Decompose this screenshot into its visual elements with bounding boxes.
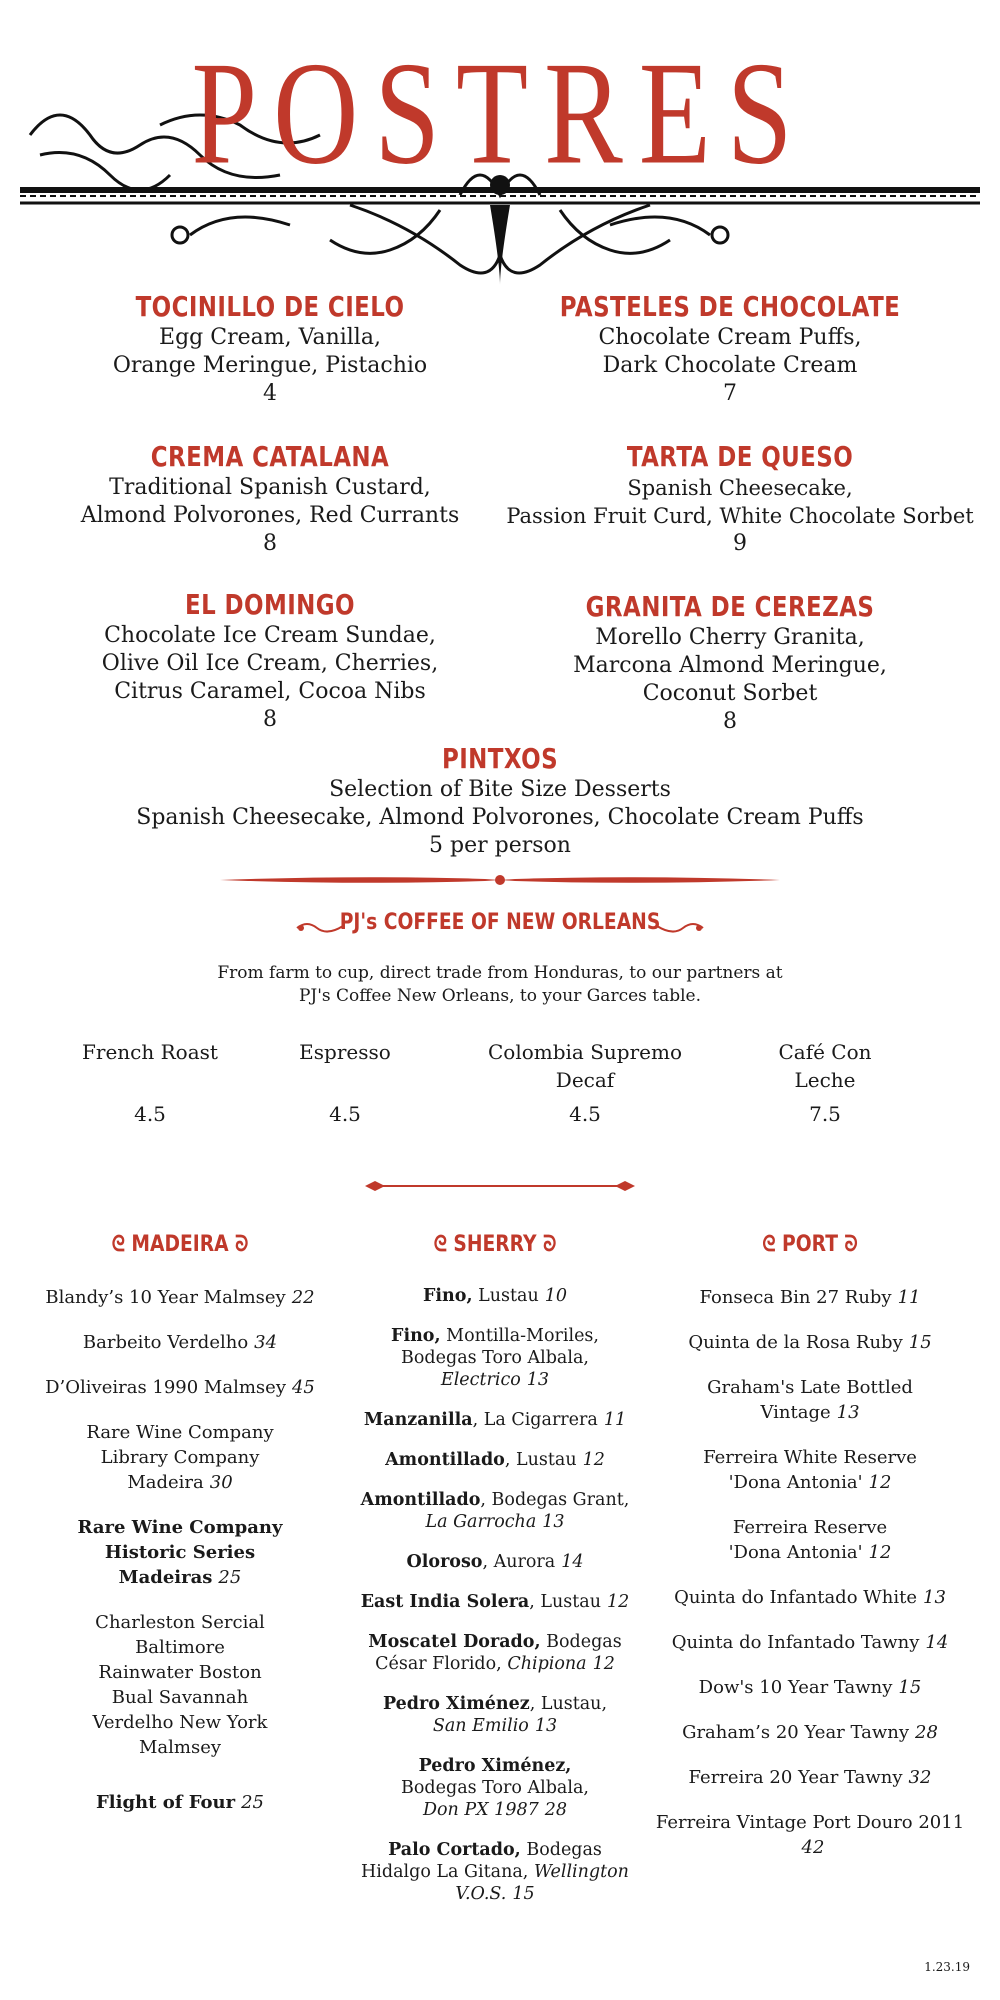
list-item: Fonseca Bin 27 Ruby 11 (699, 1287, 921, 1308)
list-item: Fino, Lustau 10 (422, 1286, 568, 1306)
madeira-list (20, 1285, 340, 1835)
dish-price: 9 (733, 531, 747, 556)
list-item: Fino, Montilla-Moriles, Bodegas Toro Albala, Electrico 13 (391, 1326, 599, 1390)
dish-granita (495, 590, 965, 736)
list-item: Amontillado, Lustau 12 (385, 1450, 605, 1470)
madeira-title: ᘓ MADEIRA ᘐ (111, 1232, 249, 1257)
list-item: Rare Wine Company Library Company Madeira 30 (86, 1422, 274, 1493)
dish-desc-line: Passion Fruit Curd, White Chocolate Sorbet (506, 504, 974, 528)
dish-desc-line: Traditional Spanish Custard, (109, 475, 431, 500)
list-item: Charleston Sercial Baltimore Rainwater Boston Bual Savannah Verdelho New York Malmsey (92, 1612, 268, 1758)
dish-name: TARTA DE QUESO (626, 440, 854, 473)
dish-desc-line: Selection of Bite Size Desserts (329, 777, 671, 802)
menu-header (0, 0, 1000, 290)
list-item: Ferreira Vintage Port Douro 2011 42 (655, 1812, 965, 1858)
coffee-intro-line: PJ's Coffee New Orleans, to your Garces table. (298, 986, 702, 1006)
dish-desc-line: Chocolate Cream Puffs, (598, 325, 862, 350)
port-list (640, 1285, 980, 1880)
coffee-name: Colombia Supremo Decaf (487, 1040, 682, 1092)
list-item: Ferreira White Reserve 'Dona Antonia' 12 (703, 1447, 917, 1493)
list-item: Flight of Four 25 (95, 1792, 264, 1813)
coffee-price: 7.5 (809, 1102, 841, 1126)
dish-desc-line: Citrus Caramel, Cocoa Nibs (114, 679, 426, 704)
dish-name: PINTXOS (441, 742, 559, 775)
list-item: Rare Wine Company Historic Series Madeiras 25 (77, 1517, 283, 1588)
list-item: Graham's Late Bottled Vintage 13 (707, 1377, 913, 1423)
dish-desc-line: Almond Polvorones, Red Currants (80, 503, 460, 528)
port-title: ᘓ PORT ᘐ (762, 1232, 858, 1257)
dish-desc-line: Dark Chocolate Cream (602, 353, 858, 378)
dish-name: EL DOMINGO (185, 588, 355, 621)
dish-desc-line: Spanish Cheesecake, Almond Polvorones, Chocolate Cream Puffs (136, 805, 864, 830)
list-item: Quinta do Infantado Tawny 14 (671, 1632, 949, 1653)
dish-desc-line: Chocolate Ice Cream Sundae, (104, 623, 436, 648)
list-item: Blandy’s 10 Year Malmsey 22 (45, 1287, 315, 1308)
list-item: Palo Cortado, Bodegas Hidalgo La Gitana, Wellington V.O.S. 15 (361, 1840, 629, 1904)
flourish-icon: ᘓ (111, 1232, 132, 1257)
dish-name: PASTELES DE CHOCOLATE (559, 290, 901, 323)
coffee-price: 4.5 (134, 1102, 166, 1126)
list-item: Pedro Ximénez, Bodegas Toro Albala, Don PX 1987 28 (401, 1756, 589, 1820)
dish-desc-line: Spanish Cheesecake, (627, 476, 853, 500)
list-item: Dow's 10 Year Tawny 15 (698, 1677, 922, 1698)
dish-desc-line: Coconut Sorbet (642, 681, 818, 706)
coffee-item (760, 1038, 890, 1128)
dish-pasteles (495, 290, 965, 408)
dish-name: CREMA CATALANA (150, 440, 390, 473)
dish-price: 8 (263, 707, 277, 732)
coffee-name: Café Con Leche (778, 1040, 872, 1092)
dish-tocinillo (35, 290, 505, 408)
dish-pintxos (100, 742, 900, 860)
dish-price: 4 (263, 381, 277, 406)
flourish-icon: ᘓ (762, 1232, 783, 1257)
list-item: Oloroso, Aurora 14 (406, 1552, 584, 1572)
coffee-name: Espresso (299, 1040, 391, 1064)
sherry-list (340, 1285, 650, 1905)
flourish-icon: ᘐ (837, 1232, 858, 1257)
coffee-price: 4.5 (569, 1102, 601, 1126)
page-title: POSTRES (191, 31, 809, 195)
list-item: Ferreira Reserve 'Dona Antonia' 12 (728, 1517, 892, 1563)
coffee-item (235, 1038, 455, 1128)
list-item: D’Oliveiras 1990 Malmsey 45 (45, 1377, 315, 1398)
list-item: Quinta de la Rosa Ruby 15 (688, 1332, 932, 1353)
dish-desc-line: Orange Meringue, Pistachio (112, 353, 428, 378)
dish-desc-line: Morello Cherry Granita, (595, 625, 865, 650)
flourish-right-icon (655, 918, 705, 938)
list-item: Quinta do Infantado White 13 (674, 1587, 946, 1608)
dish-price: 7 (723, 381, 737, 406)
dish-price: 5 per person (429, 833, 571, 858)
flourish-icon: ᘐ (228, 1232, 249, 1257)
dish-desc-line: Egg Cream, Vanilla, (159, 325, 381, 350)
list-item: Amontillado, Bodegas Grant, La Garrocha 13 (360, 1490, 630, 1532)
coffee-intro-line: From farm to cup, direct trade from Honduras, to our partners at (217, 963, 783, 983)
list-item: Graham’s 20 Year Tawny 28 (682, 1722, 938, 1743)
dish-desc-line: Marcona Almond Meringue, (573, 653, 887, 678)
dish-crema (35, 440, 505, 558)
flourish-icon: ᘐ (536, 1232, 557, 1257)
coffee-item (470, 1038, 700, 1128)
divider-arrow-icon (365, 1178, 635, 1194)
coffee-section-title: PJ's COFFEE OF NEW ORLEANS (339, 910, 661, 935)
dish-desc-line: Olive Oil Ice Cream, Cherries, (101, 651, 439, 676)
coffee-intro (200, 962, 800, 1008)
list-item: Moscatel Dorado, Bodegas César Florido, Chipiona 12 (368, 1632, 622, 1674)
coffee-item (40, 1038, 260, 1128)
dish-tarta (495, 440, 985, 558)
dish-name: GRANITA DE CEREZAS (585, 590, 875, 623)
dish-price: 8 (263, 531, 277, 556)
list-item: Manzanilla, La Cigarrera 11 (363, 1410, 627, 1430)
list-item: Barbeito Verdelho 34 (82, 1332, 278, 1353)
coffee-name: French Roast (82, 1040, 218, 1064)
divider-ornament-icon (220, 872, 780, 888)
list-item: East India Solera, Lustau 12 (360, 1592, 630, 1612)
coffee-price: 4.5 (329, 1102, 361, 1126)
dish-price: 8 (723, 709, 737, 734)
list-item: Pedro Ximénez, Lustau, San Emilio 13 (382, 1694, 608, 1736)
dish-domingo (35, 588, 505, 734)
sherry-title: ᘓ SHERRY ᘐ (433, 1232, 557, 1257)
menu-date: 1.23.19 (924, 1960, 970, 1974)
dish-name: TOCINILLO DE CIELO (135, 290, 405, 323)
flourish-icon: ᘓ (433, 1232, 454, 1257)
list-item: Ferreira 20 Year Tawny 32 (688, 1767, 932, 1788)
